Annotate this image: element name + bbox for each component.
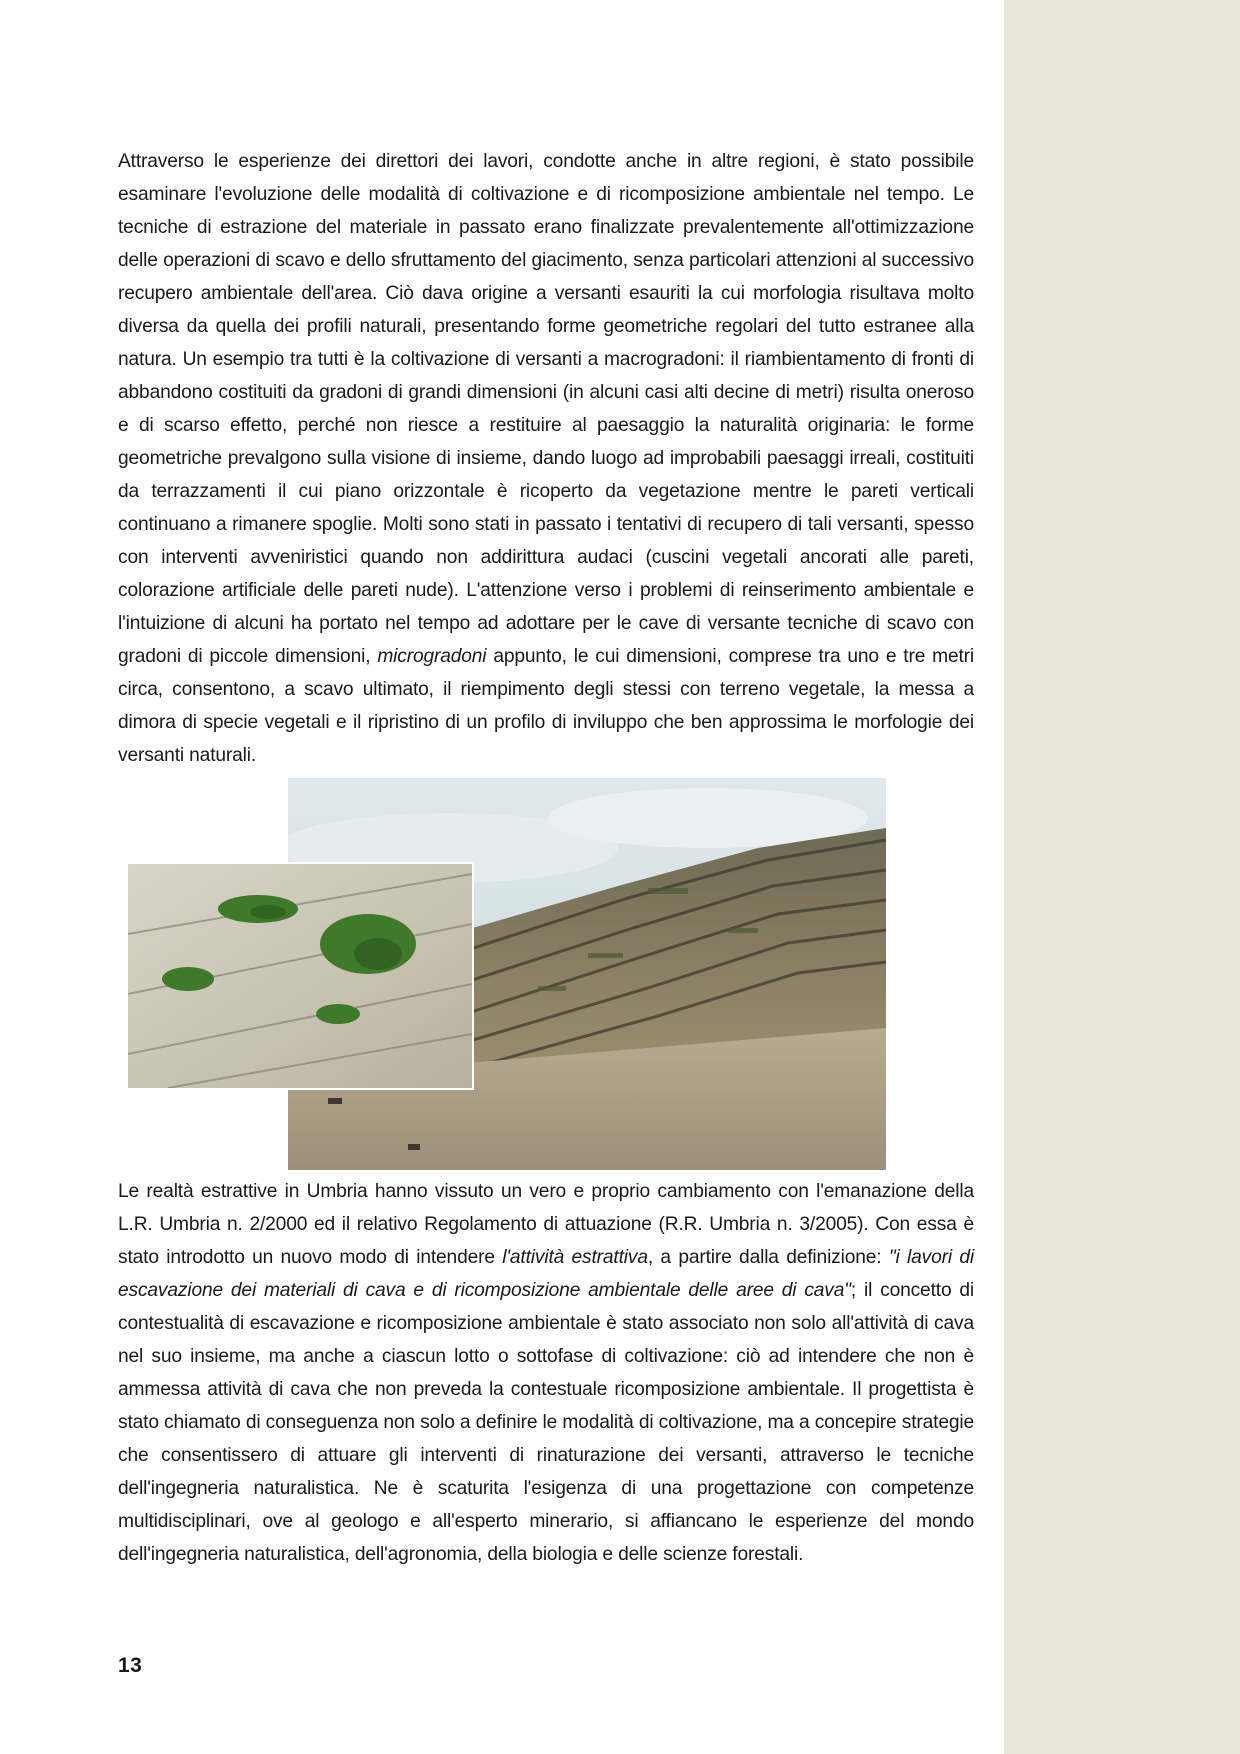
paragraph-1-text: Attraverso le esperienze dei direttori dei lavori, condotte anche in altre regioni, è stato possibile esaminare l'evoluzione delle modalità di coltivazione e di ricomposizione ambientale nel tempo. Le tecniche di estrazione del materiale in passato erano finalizzate prevalentemente all'ottimizzazione delle operazioni di scavo e dello sfruttamento del giacimento, senza particolari attenzioni al successivo recupero ambientale dell'area. Ciò dava origine a versanti esauriti la cui morfologia risultava molto diversa da quella dei profili naturali, presentando forme geometriche regolari del tutto estranee alla natura. Un esempio tra tutti è la coltivazione di versanti a macrogradoni: il riambientamento di fronti di abbandono costituiti da gradoni di grandi dimensioni (in alcuni casi alti decine di metri) risulta oneroso e di scarso effetto, perché non riesce a restituire al paesaggio la naturalità originaria: le forme geometriche prevalgono sulla visione di insieme, dando luogo ad improbabili paesaggi irreali, costituiti da terrazzamenti il cui piano orizzontale è ricoperto da vegetazione mentre le pareti verticali continuano a rimanere spoglie. Molti sono stati in passato i tentativi di recupero di tali versanti, spesso con interventi avveniristici quando non addirittura audaci (cuscini vegetali ancorati alle pareti, colorazione artificiale delle pareti nude). L'attenzione verso i problemi di reinserimento ambientale e l'intuizione di alcuni ha portato nel tempo ad adottare per le cave di versante tecniche di scavo con gradoni di piccole dimensioni,: [118, 151, 974, 667]
paragraph-2-italic-2: "i lavori di escavazione dei materiali di cava e di ricomposizione ambientale delle aree di cava": [118, 1247, 974, 1301]
paragraph-2-text-mid: , a partire dalla definizione:: [647, 1247, 882, 1268]
paragraph-2-italic-1: l'attività estrattiva: [502, 1247, 648, 1268]
paragraph-2-text-end: ; il concetto di contestualità di escavazione e ricomposizione ambientale è stato associato non solo all'attività di cava nel suo insieme, ma anche a ciascun lotto o sottofase di coltivazione: ciò ad intendere che non è ammessa attività di cava che non preveda la contestuale ricomposizione ambientale. Il progettista è stato chiamato di conseguenza non solo a definire le modalità di coltivazione, ma a concepire strategie che consentissero di attuare gli interventi di rinaturazione dei versanti, attraverso le tecniche dell'ingegneria naturalistica. Ne è scaturita l'esigenza di una progettazione con competenze multidisciplinari, ove al geologo e all'esperto minerario, si affiancano le esperienze del mondo dell'ingegneria naturalistica, dell'agronomia, della biologia e delle scienze forestali.: [118, 1280, 974, 1565]
paragraph-1-text-after: appunto, le cui dimensioni, comprese tra uno e tre metri circa, consentono, a scavo ultimato, il riempimento degli stessi con terreno vegetale, la messa a dimora di specie vegetali e il ripristino di un profilo di inviluppo che ben approssima le morfologie dei versanti naturali.: [118, 646, 975, 766]
side-margin-band: [1004, 0, 1240, 1754]
paragraph-1-italic-term: microgradoni: [377, 646, 487, 667]
page-number: 13: [118, 1654, 143, 1677]
vegetated-rock-photo: [126, 862, 474, 1090]
body-paragraph-2: [118, 1175, 974, 1571]
paragraph-2-text-start: Le realtà estrattive in Umbria hanno vissuto un vero e proprio cambiamento con l'emanazione della L.R. Umbria n. 2/2000 ed il relativo Regolamento di attuazione (R.R. Umbria n. 3/2005). Con essa è stato introdotto un nuovo modo di intendere: [118, 1181, 974, 1268]
body-paragraph-1: [118, 145, 974, 772]
vegetated-rock-wall-photo-icon: [128, 864, 472, 1088]
